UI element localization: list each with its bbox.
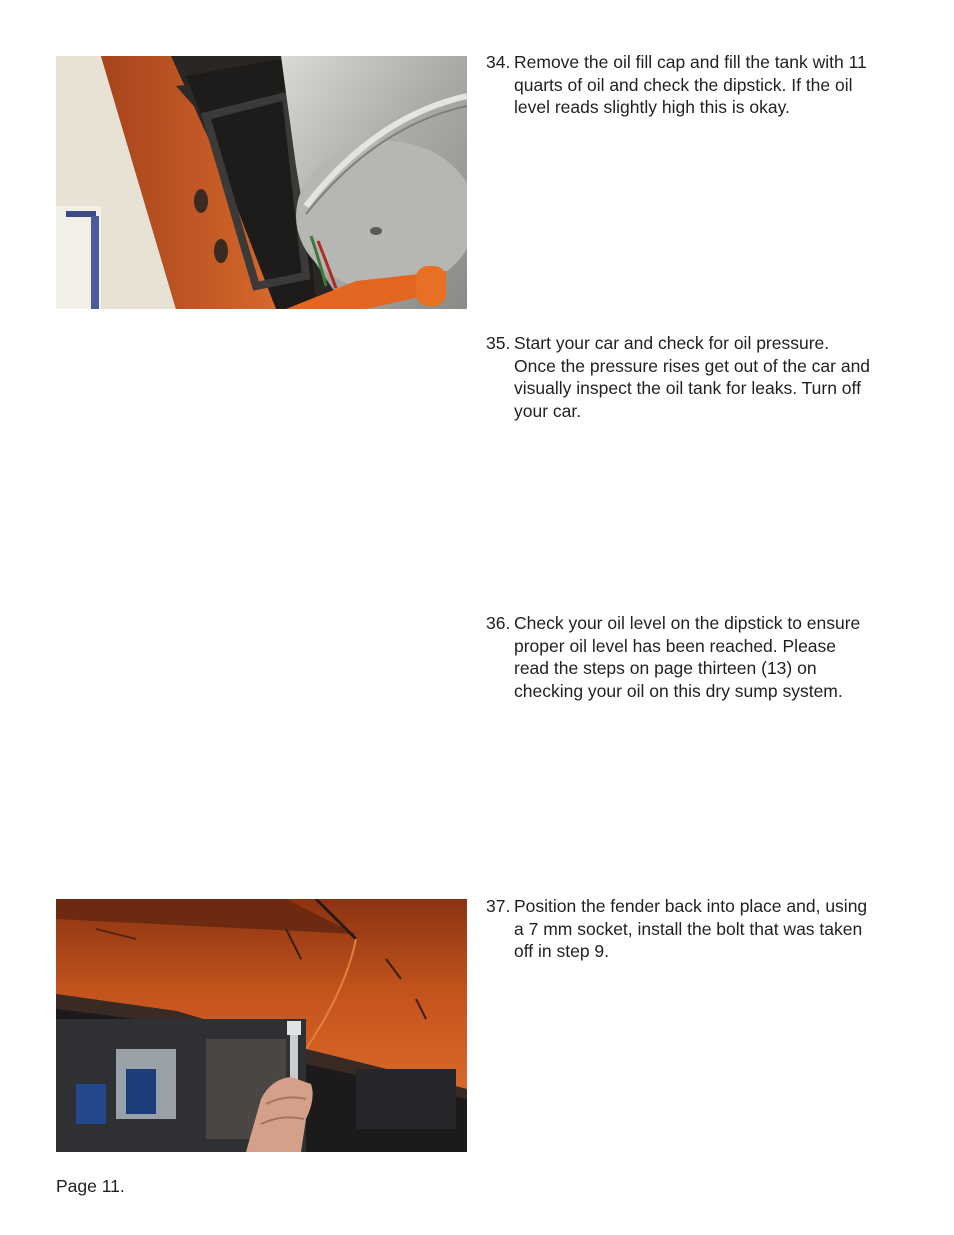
instruction-step-35 [486, 332, 906, 422]
step-number: 36. [486, 613, 511, 633]
oil-tank-photo [56, 56, 467, 309]
step-text: Check your oil level on the dipstick to ensure proper oil level has been reached. Please read the steps on page thirteen (13) on checking your oil on this dry sump system. [514, 613, 861, 701]
step-number: 35. [486, 333, 511, 353]
instruction-step-37 [486, 895, 906, 963]
page-number: Page 11. [56, 1176, 125, 1196]
fender-bolt-photo [56, 899, 467, 1152]
instruction-step-34 [486, 51, 906, 119]
step-number: 34. [486, 52, 511, 72]
step-text: Remove the oil fill cap and fill the tank with 11 quarts of oil and check the dipstick. If the oil level reads slightly high this is okay. [514, 52, 867, 118]
instruction-step-36 [486, 612, 906, 702]
step-text: Position the fender back into place and, using a 7 mm socket, install the bolt that was taken off in step 9. [514, 896, 868, 962]
step-text: Start your car and check for oil pressure. Once the pressure rises get out of the car and visually inspect the oil tank for leaks. Turn off your car. [514, 333, 871, 421]
step-number: 37. [486, 896, 511, 916]
